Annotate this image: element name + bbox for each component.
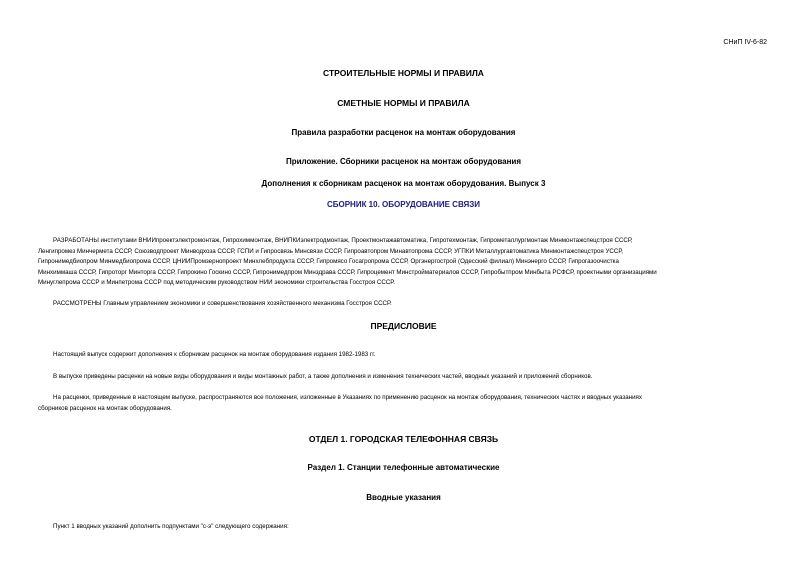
developers-paragraph bbox=[38, 236, 771, 289]
preface-heading: ПРЕДИСЛОВИЕ bbox=[370, 321, 437, 331]
main-title: СТРОИТЕЛЬНЫЕ НОРМЫ И ПРАВИЛА bbox=[323, 68, 484, 78]
preface-paragraph-3 bbox=[38, 393, 771, 414]
reviewed-paragraph: РАССМОТРЕНЫ Главным управлением экономики и совершенствования хозяйственного механизма Госстроя СССР. bbox=[53, 300, 392, 307]
developers-line-3: Гипронимедбиопром Минмедбиопрома СССР, ЦНИИПромзернопроект Минхлебпродукта СССР, Гипромясо Госагропрома СССР, Оргэнергострой (Одесский филиал) Минэнерго СССР, Гипрогазоочистка bbox=[38, 258, 619, 265]
document-code: СНиП IV-6-82 bbox=[723, 39, 767, 46]
collection-title: СБОРНИК 10. ОБОРУДОВАНИЕ СВЯЗИ bbox=[326, 200, 481, 209]
sub-title: СМЕТНЫЕ НОРМЫ И ПРАВИЛА bbox=[337, 98, 470, 108]
department-heading: ОТДЕЛ 1. ГОРОДСКАЯ ТЕЛЕФОННАЯ СВЯЗЬ bbox=[308, 434, 499, 444]
intro-heading: Вводные указания bbox=[366, 493, 441, 502]
preface-p3-line-1: На расценки, приведенные в настоящем выпуске, распространяются все положения, изложенные в Указаниях по применению расценок на монтаж оборудования, технических частях и вводных указаниях bbox=[53, 394, 642, 401]
part-heading: Раздел 1. Станции телефонные автоматические bbox=[307, 463, 500, 472]
rules-title: Правила разработки расценок на монтаж оборудования bbox=[291, 128, 516, 137]
developers-line-5: Минуглепрома СССР и Минпетрома СССР под методическим руководством НИИ экономики строительства Госстроя СССР. bbox=[38, 279, 395, 286]
appendix-title: Приложение. Сборники расценок на монтаж оборудования bbox=[285, 157, 522, 166]
additions-title: Дополнения к сборникам расценок на монтаж оборудования. Выпуск 3 bbox=[261, 179, 546, 188]
developers-line-1: РАЗРАБОТАНЫ институтами ВНИИпроектэлектромонтаж, Гипрохиммонтаж, ВНИПКИэлектродмонтаж, Проектмонтажавтоматика, Гипротехмонтаж, Гипрометаллургмонтаж Минмонтажспецстроя СССР, bbox=[53, 237, 633, 244]
preface-p3-line-2: сборников расценок на монтаж оборудования. bbox=[38, 404, 172, 412]
preface-paragraph-2: В выпуске приведены расценки на новые виды оборудования и виды монтажных работ, а также дополнения и изменения технических частей, вводных указаний и приложений сборников. bbox=[53, 373, 593, 380]
developers-line-2: Ленгипромез Минчермета СССР, Союзводпроект Минводхоза СССР, ГСПИ и Гипросвязь Минсвязи СССР, Гипроавтопром Минавтопрома СССР, УГПКИ Металлургавтоматика Минмонтажспецстроя УССР, bbox=[38, 247, 624, 255]
developers-line-4: Минхиммаша СССР, Гипроторг Минторга СССР, Гипрокино Госкино СССР, Гипронимедпром Минздрава СССР, Гипроцемент Минстройматериалов СССР, Гипробытпром Минбыта РСФСР, проектными организациями bbox=[38, 268, 657, 276]
preface-paragraph-1: Настоящий выпуск содержит дополнения к сборникам расценок на монтаж оборудования издания 1982-1983 гг. bbox=[53, 351, 376, 358]
item-paragraph: Пункт 1 вводных указаний дополнить подпунктами "с-э" следующего содержания: bbox=[53, 523, 289, 530]
